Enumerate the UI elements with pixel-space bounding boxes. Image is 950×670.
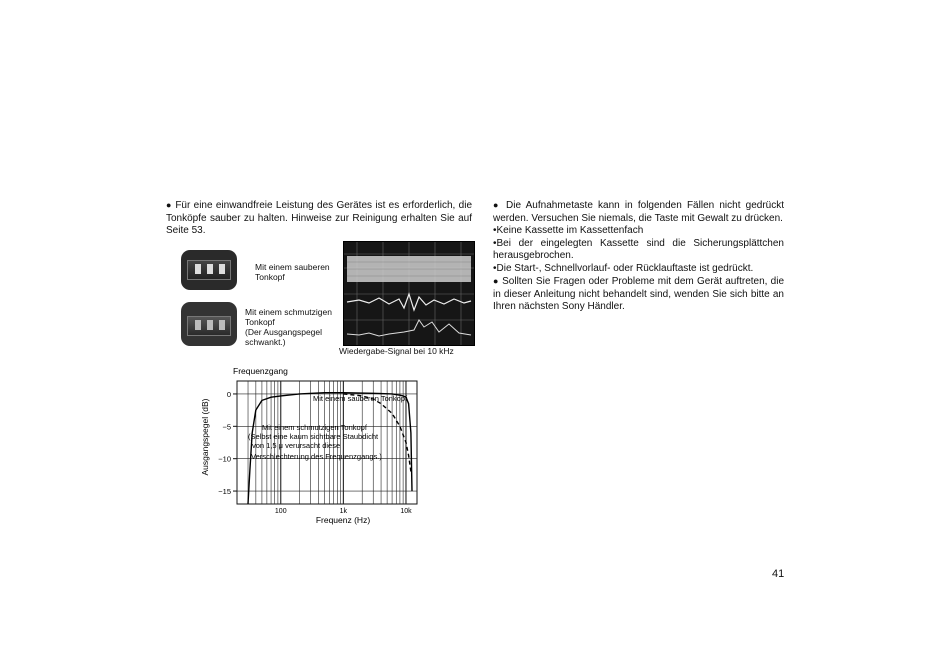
- right-closing-text: Sollten Sie Fragen oder Probleme mit dem Gerät auftreten, die in dieser Anleitung nicht behandelt sind, wenden Sie sich bitte an Ihren nächsten Sony Händler.: [493, 276, 785, 312]
- list-item: •Die Start-, Schnellvorlauf- oder Rücklauftaste ist gedrückt.: [493, 262, 754, 274]
- oscilloscope-image: [343, 241, 475, 346]
- annotation-dirty: von 1,5 μ verursacht diese: [252, 441, 341, 450]
- item-marker: •: [493, 237, 497, 249]
- x-tick-label: 10k: [400, 508, 412, 515]
- y-tick-label: −5: [222, 422, 231, 432]
- annotation-dirty: Mit einem schmutzigen Tonkopf: [262, 423, 367, 432]
- frequency-response-chart: [195, 364, 435, 529]
- dirty-head-title: Mit einem schmutzigen Tonkopf: [245, 307, 332, 327]
- list-item: •Bei der eingelegten Kassette sind die Sicherungsplättchen herausgebrochen.: [493, 237, 784, 261]
- page-number: 41: [772, 568, 785, 580]
- chart-ylabel: Ausgangspegel (dB): [200, 398, 210, 476]
- x-tick-label: 100: [274, 508, 287, 515]
- bullet-icon: ●: [166, 200, 172, 210]
- chart-title: Frequenzgang: [233, 366, 288, 376]
- plot-area: [218, 381, 417, 515]
- y-tick-label: −10: [218, 454, 231, 464]
- y-tick-label: 0: [226, 389, 231, 399]
- clean-head-label: Mit einem sauberen Tonkopf: [255, 262, 330, 282]
- annotation-dirty: (Selbst eine kaum sichtbare Staubdicht: [248, 432, 379, 441]
- scope-caption: Wiedergabe-Signal bei 10 kHz: [339, 346, 454, 356]
- y-tick-label: −15: [218, 487, 231, 497]
- clean-head-photo: [181, 250, 237, 290]
- dirty-head-photo: [181, 302, 237, 346]
- right-column: [493, 199, 784, 314]
- left-intro-paragraph: [166, 199, 472, 238]
- annotation-dirty: Verschlechterung des Frequenzgangs.): [251, 452, 382, 461]
- x-tick-label: 1k: [339, 508, 348, 515]
- dirty-head-label: [245, 307, 340, 347]
- item-marker: •: [493, 225, 497, 236]
- annotation-clean: Mit einem sauberen Tonkopf: [313, 394, 408, 403]
- item-marker: •: [493, 262, 497, 274]
- chart-xlabel: Frequenz (Hz): [315, 515, 371, 525]
- list-item: •Keine Kassette im Kassettenfach: [493, 225, 644, 236]
- dirty-head-note: (Der Ausgangspegel schwankt.): [245, 327, 323, 347]
- bullet-icon: ●: [493, 276, 499, 286]
- left-intro-text: Für eine einwandfreie Leistung des Gerätes ist es erforderlich, die Tonköpfe sauber zu halten. Hinweise zur Reinigung erhalten Sie auf Seite 53.: [166, 200, 473, 236]
- bullet-icon: ●: [493, 200, 501, 210]
- right-intro-text: Die Aufnahmetaste kann in folgenden Fällen nicht gedrückt werden. Versuchen Sie niemals, die Taste mit Gewalt zu drücken.: [493, 200, 785, 224]
